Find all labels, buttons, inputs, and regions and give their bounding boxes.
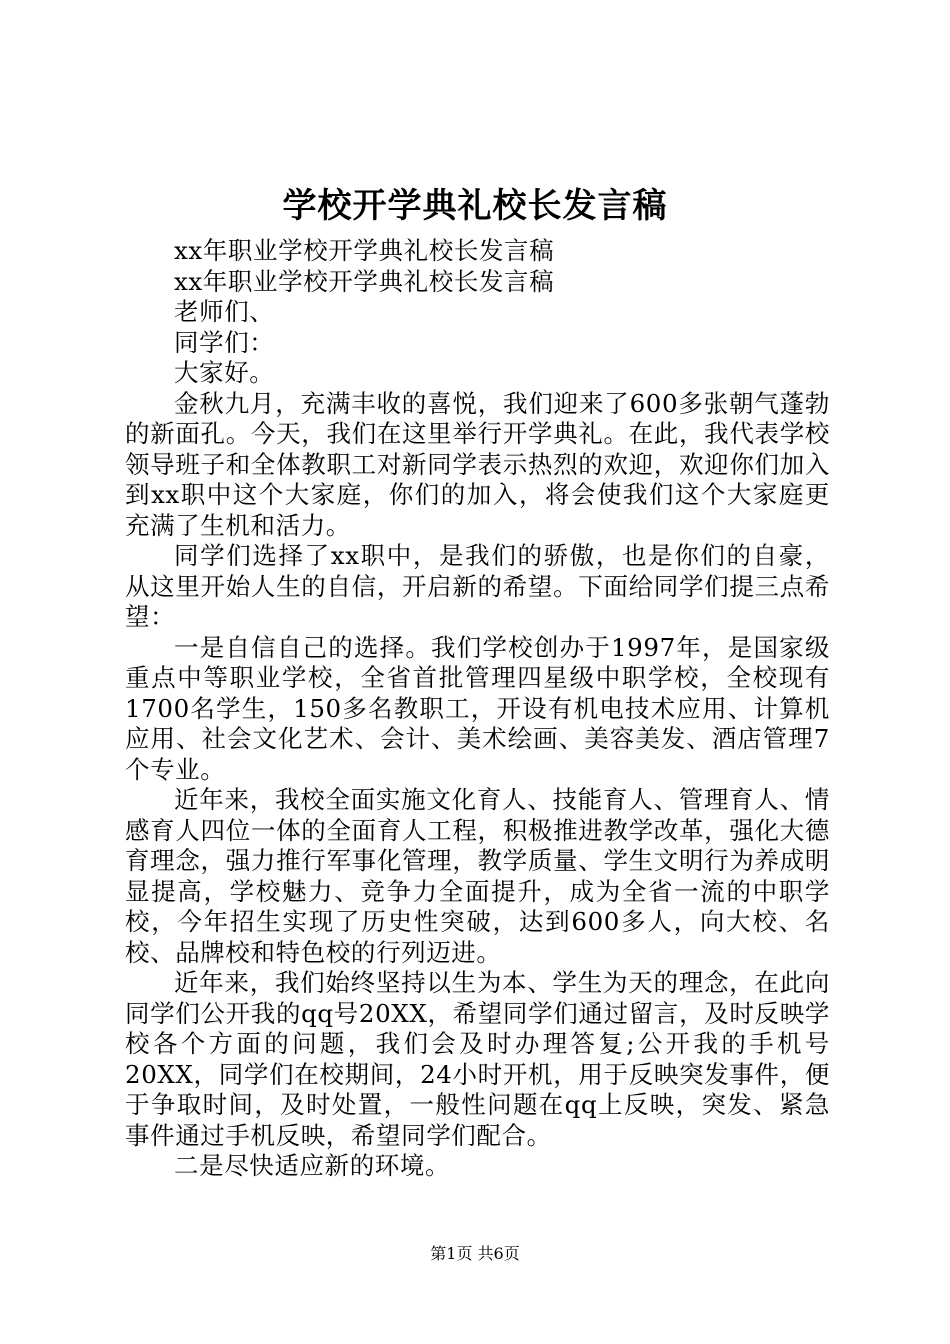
paragraph-school-achievements: 近年来，我校全面实施文化育人、技能育人、管理育人、情感育人四位一体的全面育人工程，积极推进教学改革，强化大德育理念，强力推行军事化管理，教学质量、学生文明行为养成明显提高，学校魅力、竞争力全面提升，成为全省一流的中职学校，今年招生实现了历史性突破，达到600多人，向大校、名校、品牌校和特色校的行列迈进。 — [125, 785, 830, 967]
paragraph-welcome: 金秋九月，充满丰收的喜悦，我们迎来了600多张朝气蓬勃的新面孔。今天，我们在这里举行开学典礼。在此，我代表学校领导班子和全体教职工对新同学表示热烈的欢迎，欢迎你们加入到xx职中这个大家庭，你们的加入，将会使我们这个大家庭更充满了生机和活力。 — [125, 388, 830, 540]
paragraph-heading-1: xx年职业学校开学典礼校长发言稿 — [174, 236, 555, 265]
paragraph-hope-two: 二是尽快适应新的环境。 — [174, 1151, 451, 1180]
document-title: 学校开学典礼校长发言稿 — [282, 186, 668, 226]
paragraph-heading-2: xx年职业学校开学典礼校长发言稿 — [174, 266, 555, 296]
document-body — [125, 236, 830, 1182]
salutation-students: 同学们： — [174, 327, 275, 357]
page-number-footer: 第1页 共6页 — [430, 1244, 520, 1263]
paragraph-hopes-intro: 同学们选择了xx职中，是我们的骄傲，也是你们的自豪，从这里开始人生的自信，开启新的希望。下面给同学们提三点希望： — [125, 541, 830, 631]
paragraph-hope-one: 一是自信自己的选择。我们学校创办于1997年，是国家级重点中等职业学校，全省首批管理四星级中职学校，全校现有1700名学生，150多名教职工，开设有机电技术应用、计算机应用、社会文化艺术、会计、美术绘画、美容美发、酒店管理7个专业。 — [125, 632, 830, 784]
paragraph-contact: 近年来，我们始终坚持以生为本、学生为天的理念，在此向同学们公开我的qq号20XX，希望同学们通过留言，及时反映学校各个方面的问题，我们会及时办理答复;公开我的手机号20XX，同学们在校期间，24小时开机，用于反映突发事件，便于争取时间，及时处置，一般性问题在qq上反映，突发、紧急事件通过手机反映，希望同学们配合。 — [125, 968, 830, 1150]
greeting: 大家好。 — [174, 358, 275, 387]
salutation-teachers: 老师们、 — [174, 297, 275, 326]
